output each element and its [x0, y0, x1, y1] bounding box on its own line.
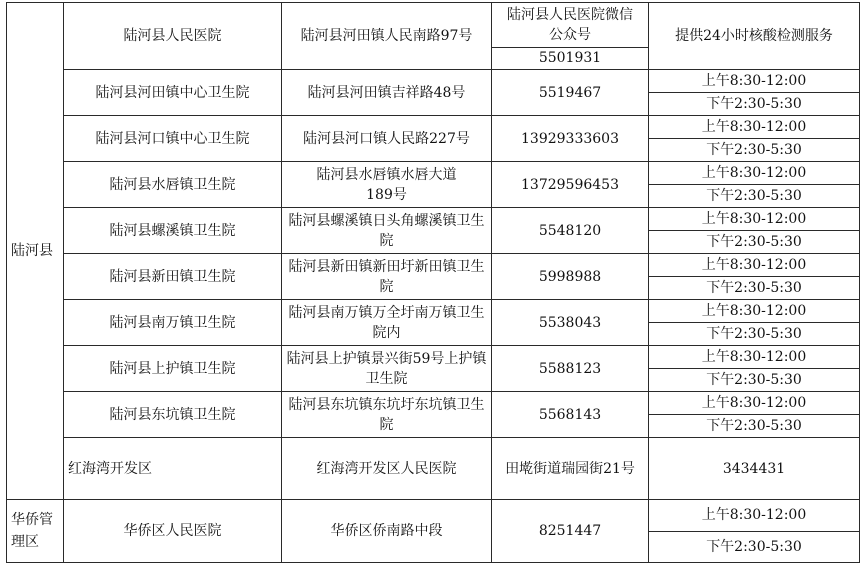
morning-hours: 上午8:30-12:00 [701, 73, 807, 89]
morning-hours: 上午8:30-12:00 [701, 211, 807, 227]
afternoon-hours: 下午2:30-5:30 [649, 230, 859, 253]
table-row [7, 300, 860, 346]
hospital-phone: 5501931 [492, 47, 648, 69]
service-hours: 提供24小时核酸检测服务 [649, 3, 860, 70]
service-hours [649, 300, 860, 346]
hospital-name: 陆河县人民医院 [64, 3, 282, 70]
hospital-phone: 13729596453 [492, 162, 649, 208]
hospital-name: 华侨区人民医院 [64, 500, 282, 563]
table-row [7, 116, 860, 162]
table-row [7, 346, 860, 392]
afternoon-hours: 下午2:30-5:30 [649, 184, 859, 207]
afternoon-hours: 下午2:30-5:30 [649, 368, 859, 391]
table-row [7, 162, 860, 208]
table-row [7, 70, 860, 116]
hospital-address: 陆河县螺溪镇日头角螺溪镇卫生院 [282, 208, 492, 254]
service-hours [649, 208, 860, 254]
hospital-name: 陆河县南万镇卫生院 [64, 300, 282, 346]
table-row [7, 392, 860, 438]
morning-hours: 上午8:30-12:00 [701, 257, 807, 273]
hospital-name: 陆河县河口镇中心卫生院 [64, 116, 282, 162]
service-hours [649, 500, 860, 563]
hospital-name: 陆河县水唇镇卫生院 [64, 162, 282, 208]
hospital-phone: 5548120 [492, 208, 649, 254]
hospital-address: 陆河县河田镇吉祥路48号 [282, 70, 492, 116]
hospital-phone: 5519467 [492, 70, 649, 116]
service-hours [649, 392, 860, 438]
hospital-phone: 8251447 [492, 500, 649, 563]
hospital-name: 陆河县螺溪镇卫生院 [64, 208, 282, 254]
hospital-address: 陆河县新田镇新田圩新田镇卫生院 [282, 254, 492, 300]
table-row [7, 3, 860, 70]
afternoon-hours: 下午2:30-5:30 [649, 276, 859, 299]
service-hours [649, 162, 860, 208]
wechat-account-label: 陆河县人民医院微信公众号 [507, 7, 633, 43]
morning-hours: 上午8:30-12:00 [701, 119, 807, 135]
hospital-address: 陆河县东坑镇东坑圩东坑镇卫生院 [282, 392, 492, 438]
morning-hours: 上午8:30-12:00 [701, 349, 807, 365]
afternoon-hours: 下午2:30-5:30 [649, 322, 859, 345]
afternoon-hours: 下午2:30-5:30 [649, 138, 859, 161]
hospital-address: 陆河县上护镇景兴街59号上护镇卫生院 [282, 346, 492, 392]
hospital-phone: 5538043 [492, 300, 649, 346]
table-row [7, 500, 860, 563]
hospital-phone: 5588123 [492, 346, 649, 392]
table-row [7, 254, 860, 300]
hospital-address: 陆河县水唇镇水唇大道189号 [282, 162, 492, 208]
hospital-phone: 5568143 [492, 392, 649, 438]
hospital-address: 陆河县河田镇人民南路97号 [282, 3, 492, 70]
service-hours [649, 116, 860, 162]
afternoon-hours: 下午2:30-5:30 [649, 414, 859, 437]
hospital-name: 陆河县河田镇中心卫生院 [64, 70, 282, 116]
hospital-phone: 13929333603 [492, 116, 649, 162]
hospital-phone: 3434431 [649, 438, 860, 500]
afternoon-hours: 下午2:30-5:30 [649, 531, 859, 563]
service-hours [649, 254, 860, 300]
region-cell: 红海湾开发区 [64, 438, 282, 500]
hospital-name: 陆河县新田镇卫生院 [64, 254, 282, 300]
region-cell: 陆河县 [7, 3, 64, 500]
hospital-name: 红海湾开发区人民医院 [282, 438, 492, 500]
morning-hours: 上午8:30-12:00 [701, 165, 807, 181]
hospital-name: 陆河县东坑镇卫生院 [64, 392, 282, 438]
table-row [7, 438, 860, 500]
morning-hours: 上午8:30-12:00 [701, 303, 807, 319]
morning-hours: 上午8:30-12:00 [701, 507, 807, 524]
afternoon-hours: 下午2:30-5:30 [649, 92, 859, 115]
hospital-address: 田墘街道瑞园街21号 [492, 438, 649, 500]
testing-sites-table [6, 2, 860, 563]
service-hours [649, 346, 860, 392]
hospital-address: 陆河县南万镇万全圩南万镇卫生院内 [282, 300, 492, 346]
phone-cell [492, 3, 649, 70]
region-cell: 华侨管理区 [7, 500, 64, 563]
service-hours [649, 70, 860, 116]
hospital-phone: 5998988 [492, 254, 649, 300]
table-row [7, 208, 860, 254]
hospital-address: 陆河县河口镇人民路227号 [282, 116, 492, 162]
morning-hours: 上午8:30-12:00 [701, 395, 807, 411]
hospital-name: 陆河县上护镇卫生院 [64, 346, 282, 392]
hospital-address: 华侨区侨南路中段 [282, 500, 492, 563]
